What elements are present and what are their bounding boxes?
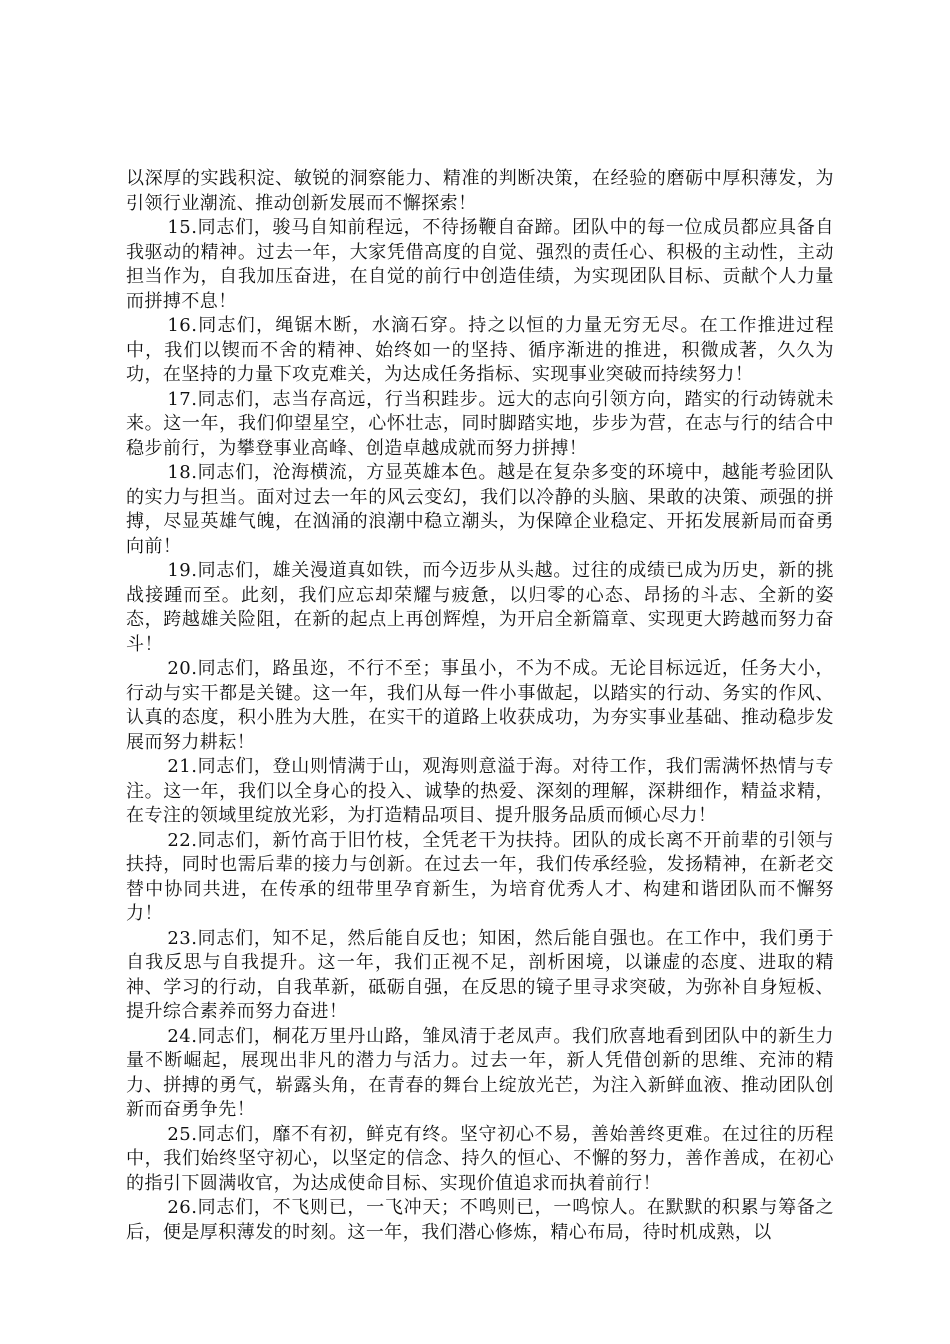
paragraph-15: 15.同志们，骏马自知前程远，不待扬鞭自奋蹄。团队中的每一位成员都应具备自我驱动的精神。过去一年，大家凭借高度的自觉、强烈的责任心、积极的主动性，主动担当作为，自我加压奋进，在自觉的前行中创造佳绩，为实现团队目标、贡献个人力量而拼搏不息！: [126, 217, 834, 312]
paragraph-18: 18.同志们，沧海横流，方显英雄本色。越是在复杂多变的环境中，越能考验团队的实力与担当。面对过去一年的风云变幻，我们以冷静的头脑、果敢的决策、顽强的拼搏，尽显英雄气魄，在汹涌的浪潮中稳立潮头，为保障企业稳定、开拓发展新局而奋勇向前！: [126, 462, 834, 557]
paragraph-continuation: 以深厚的实践积淀、敏锐的洞察能力、精准的判断决策，在经验的磨砺中厚积薄发，为引领行业潮流、推动创新发展而不懈探索！: [126, 168, 834, 214]
paragraph-25: 25.同志们，靡不有初，鲜克有终。坚守初心不易，善始善终更难。在过往的历程中，我们始终坚守初心，以坚定的信念、持久的恒心、不懈的努力，善作善成，在初心的指引下圆满收官，为达成使命目标、实现价值追求而执着前行！: [126, 1123, 834, 1194]
paragraph-20: 20.同志们，路虽迩，不行不至；事虽小，不为不成。无论目标远近，任务大小，行动与实干都是关键。这一年，我们从每一件小事做起，以踏实的行动、务实的作风、认真的态度，积小胜为大胜，在实干的道路上收获成功，为夯实事业基础、推动稳步发展而努力耕耘！: [126, 658, 834, 753]
paragraph-23: 23.同志们，知不足，然后能自反也；知困，然后能自强也。在工作中，我们勇于自我反思与自我提升。这一年，我们正视不足，剖析困境，以谦虚的态度、进取的精神、学习的行动，自我革新，砥砺自强，在反思的镜子里寻求突破，为弥补自身短板、提升综合素养而努力奋进！: [126, 927, 834, 1022]
document-body: [126, 167, 834, 1245]
paragraph-22: 22.同志们，新竹高于旧竹枝，全凭老干为扶持。团队的成长离不开前辈的引领与扶持，同时也需后辈的接力与创新。在过去一年，我们传承经验，发扬精神，在新老交替中协同共进，在传承的纽带里孕育新生，为培育优秀人才、构建和谐团队而不懈努力！: [126, 829, 834, 924]
paragraph-17: 17.同志们，志当存高远，行当积跬步。远大的志向引领方向，踏实的行动铸就未来。这一年，我们仰望星空，心怀壮志，同时脚踏实地，步步为营，在志与行的结合中稳步前行，为攀登事业高峰、创造卓越成就而努力拼搏！: [126, 388, 834, 459]
paragraph-21: 21.同志们，登山则情满于山，观海则意溢于海。对待工作，我们需满怀热情与专注。这一年，我们以全身心的投入、诚挚的热爱、深刻的理解，深耕细作，精益求精，在专注的领域里绽放光彩，为打造精品项目、提升服务品质而倾心尽力！: [126, 756, 834, 826]
paragraph-16: 16.同志们，绳锯木断，水滴石穿。持之以恒的力量无穷无尽。在工作推进过程中，我们以锲而不舍的精神、始终如一的坚持、循序渐进的推进，积微成著，久久为功，在坚持的力量下攻克难关，为达成任务指标、实现事业突破而持续努力！: [126, 315, 834, 385]
paragraph-24: 24.同志们，桐花万里丹山路，雏凤清于老凤声。我们欣喜地看到团队中的新生力量不断崛起，展现出非凡的潜力与活力。过去一年，新人凭借创新的思维、充沛的精力、拼搏的勇气，崭露头角，在青春的舞台上绽放光芒，为注入新鲜血液、推动团队创新而奋勇争先！: [126, 1025, 834, 1120]
paragraph-26: 26.同志们，不飞则已，一飞冲天；不鸣则已，一鸣惊人。在默默的积累与筹备之后，便是厚积薄发的时刻。这一年，我们潜心修炼，精心布局，待时机成熟，以: [126, 1197, 834, 1243]
paragraph-19: 19.同志们，雄关漫道真如铁，而今迈步从头越。过往的成绩已成为历史，新的挑战接踵而至。此刻，我们应忘却荣耀与疲惫，以归零的心态、昂扬的斗志、全新的姿态，跨越雄关险阻，在新的起点上再创辉煌，为开启全新篇章、实现更大跨越而努力奋斗！: [126, 560, 834, 655]
